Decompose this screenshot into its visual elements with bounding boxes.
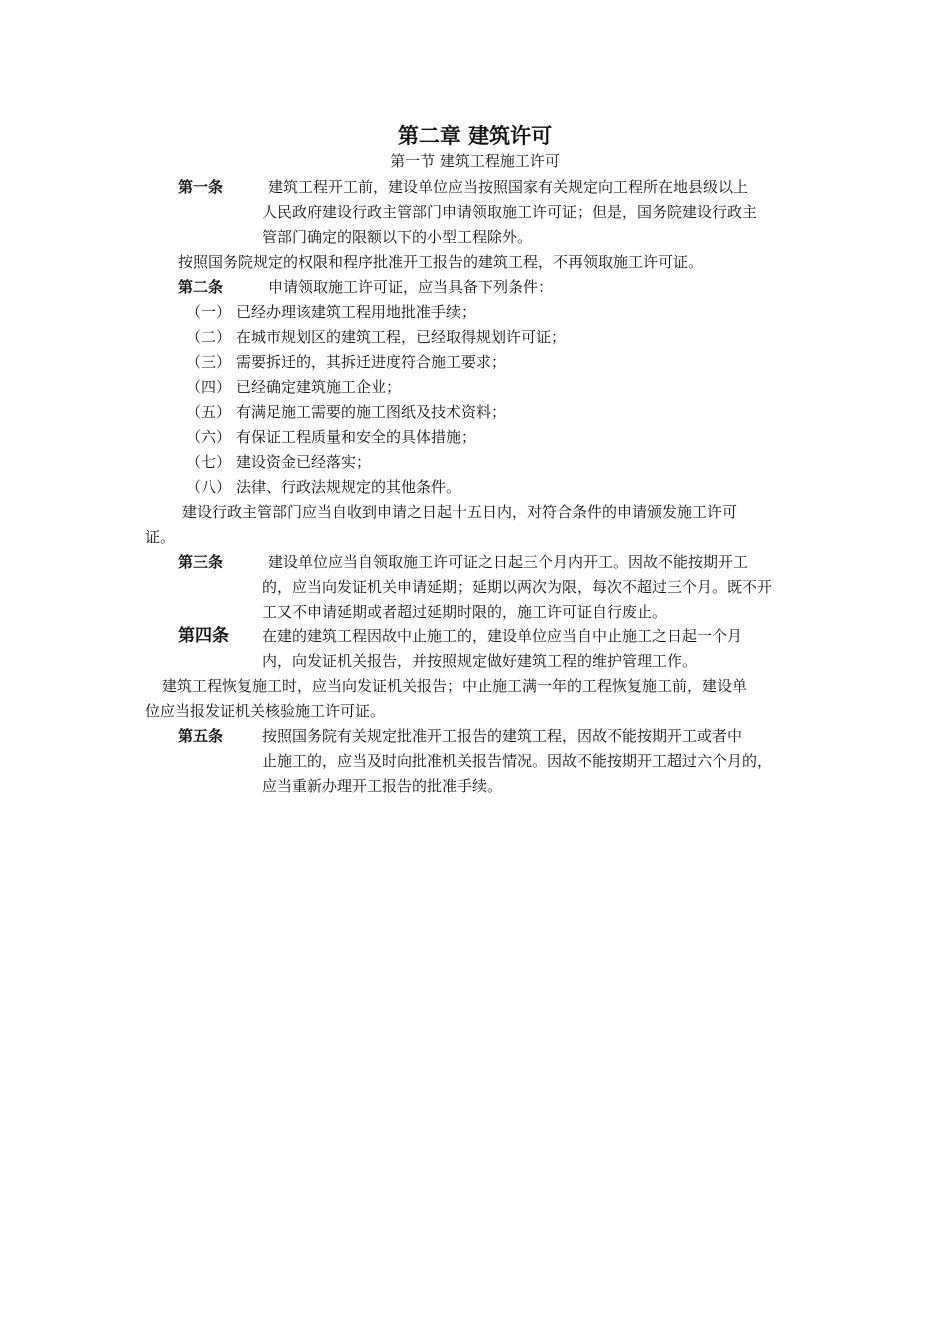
article-1-body (262, 175, 822, 250)
article-1-line: 建筑工程开工前，建设单位应当按照国家有关规定向工程所在地县级以上 (268, 178, 749, 196)
chapter-title: 第二章 建筑许可 (397, 124, 553, 148)
condition-number: （三） (186, 353, 232, 371)
condition-item (186, 325, 566, 350)
article-4-body (262, 624, 822, 674)
condition-text: 有满足施工需要的施工图纸及技术资料； (236, 403, 507, 421)
condition-item (186, 425, 476, 450)
condition-text: 建设资金已经落实； (236, 453, 372, 471)
condition-item (186, 400, 506, 425)
article-2-note-line: 建设行政主管部门应当自收到申请之日起十五日内，对符合条件的申请颁发施工许可 (182, 503, 738, 521)
article-2-note-line: 证。 (145, 528, 176, 546)
article-2-label: 第二条 (178, 278, 224, 296)
condition-number: （二） (186, 328, 232, 346)
article-3-line: 工又不申请延期或者超过延期时限的，施工许可证自行废止。 (262, 603, 668, 621)
article-3-label: 第三条 (178, 553, 224, 571)
article-1-line: 管部门确定的限额以下的小型工程除外。 (262, 228, 533, 246)
condition-text: 在城市规划区的建筑工程，已经取得规划许可证； (236, 328, 567, 346)
article-1-note: 按照国务院规定的权限和程序批准开工报告的建筑工程，不再领取施工许可证。 (178, 253, 704, 271)
article-3-body (262, 550, 822, 625)
condition-number: （五） (186, 403, 232, 421)
article-4-line: 在建的建筑工程因故中止施工的，建设单位应当自中止施工之日起一个月 (262, 627, 743, 645)
section-title: 第一节 建筑工程施工许可 (390, 152, 560, 170)
article-2-body (262, 275, 822, 300)
condition-number: （六） (186, 428, 232, 446)
condition-item (186, 450, 371, 475)
article-1-line: 人民政府建设行政主管部门申请领取施工许可证；但是，国务院建设行政主 (262, 203, 758, 221)
condition-item (186, 300, 476, 325)
article-4-line: 内，向发证机关报告，并按照规定做好建筑工程的维护管理工作。 (262, 652, 698, 670)
article-5-line: 止施工的，应当及时向批准机关报告情况。因故不能按期开工超过六个月的， (262, 752, 773, 770)
article-2-intro: 申请领取施工许可证，应当具备下列条件： (268, 278, 554, 296)
article-5-body (262, 724, 822, 799)
article-5-line: 应当重新办理开工报告的批准手续。 (262, 777, 503, 795)
condition-item (186, 350, 506, 375)
condition-text: 有保证工程质量和安全的具体措施； (236, 428, 477, 446)
article-4-note-line: 建筑工程恢复施工时，应当向发证机关报告；中止施工满一年的工程恢复施工前，建设单 (162, 677, 748, 695)
condition-text: 法律、行政法规规定的其他条件。 (236, 478, 462, 496)
article-3-line: 的，应当向发证机关申请延期；延期以两次为限，每次不超过三个月。既不开 (262, 578, 773, 596)
article-4-note-line: 位应当报发证机关核验施工许可证。 (145, 702, 386, 720)
article-5-line: 按照国务院有关规定批准开工报告的建筑工程，因故不能按期开工或者中 (262, 727, 743, 745)
condition-item (186, 475, 461, 500)
condition-number: （七） (186, 453, 232, 471)
article-3-line: 建设单位应当自领取施工许可证之日起三个月内开工。因故不能按期开工 (268, 553, 749, 571)
condition-text: 需要拆迁的，其拆迁进度符合施工要求； (236, 353, 507, 371)
condition-text: 已经办理该建筑工程用地批准手续； (236, 303, 477, 321)
condition-number: （八） (186, 478, 232, 496)
condition-item (186, 375, 401, 400)
condition-number: （四） (186, 378, 232, 396)
article-5-label: 第五条 (178, 727, 224, 745)
condition-number: （一） (186, 303, 232, 321)
article-1-label: 第一条 (178, 178, 224, 196)
article-4-label: 第四条 (178, 626, 229, 646)
condition-text: 已经确定建筑施工企业； (236, 378, 402, 396)
